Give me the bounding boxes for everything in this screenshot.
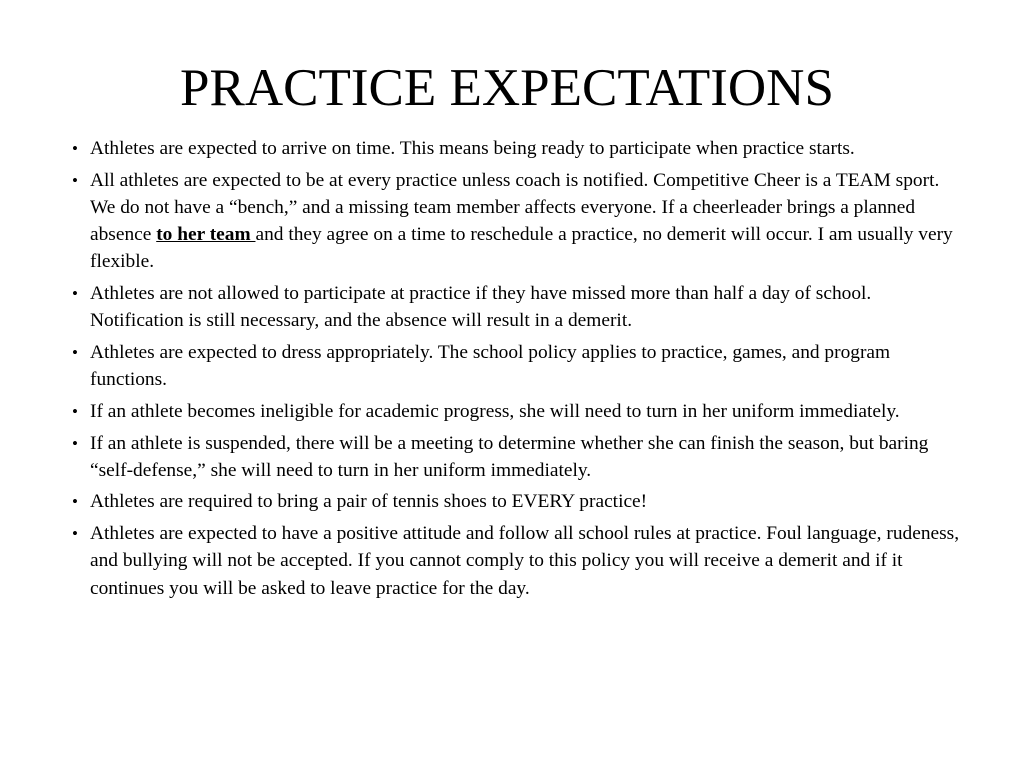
bullet-emphasis-to-her-team: to her team bbox=[156, 224, 256, 246]
bullet-text: Athletes are expected to arrive on time. This means being ready to participate when practice starts. bbox=[90, 138, 855, 159]
bullet-item-tennis-shoes bbox=[72, 488, 962, 515]
bullet-icon: • bbox=[72, 524, 78, 544]
bullet-text: If an athlete is suspended, there will be a meeting to determine whether she can finish the season, but baring “self-defense,” she will need to turn in her uniform immediately. bbox=[90, 432, 929, 481]
bullet-text: If an athlete becomes ineligible for academic progress, she will need to turn in her uniform immediately. bbox=[90, 400, 900, 422]
bullet-icon: • bbox=[72, 492, 78, 512]
bullet-icon: • bbox=[72, 433, 78, 453]
bullet-icon: • bbox=[72, 401, 78, 421]
bullet-text: Athletes are not allowed to participate at practice if they have missed more than half a day of school. Notification is still necessary, and the absence will result in a demerit. bbox=[90, 283, 872, 332]
bullet-item-dress-code bbox=[72, 339, 962, 393]
bullet-list bbox=[72, 135, 962, 606]
bullet-text-part-1: All athletes are expected to be at every practice unless coach is notified. Competitive Cheer is a TEAM sport. We do not have a “bench,” and a missing team member affects everyone. If a cheerleader brings a planned absence bbox=[90, 169, 940, 246]
bullet-icon: • bbox=[72, 342, 78, 362]
bullet-item-ineligible bbox=[72, 398, 962, 425]
bullet-item-attendance bbox=[72, 167, 962, 276]
bullet-icon: • bbox=[72, 139, 78, 158]
bullet-icon: • bbox=[72, 284, 78, 304]
bullet-item-attitude bbox=[72, 520, 962, 602]
slide-title: PRACTICE EXPECTATIONS bbox=[180, 59, 834, 117]
bullet-text: Athletes are expected to have a positive attitude and follow all school rules at practice. Foul language, rudeness, and bullying will not be accepted. If you cannot comply to this policy you will receive a demerit and if it continues you will be asked to leave practice for the day. bbox=[90, 523, 960, 599]
bullet-icon: • bbox=[72, 170, 78, 190]
bullet-item-arrive-on-time bbox=[72, 135, 962, 162]
bullet-text-part-2: and they agree on a time to reschedule a practice, no demerit will occur. I am usually very flexible. bbox=[90, 224, 953, 273]
bullet-item-suspended bbox=[72, 430, 962, 484]
bullet-item-school-absence bbox=[72, 280, 962, 334]
bullet-text: Athletes are required to bring a pair of tennis shoes to EVERY practice! bbox=[90, 491, 648, 513]
bullet-text: Athletes are expected to dress appropriately. The school policy applies to practice, games, and program functions. bbox=[90, 341, 891, 391]
